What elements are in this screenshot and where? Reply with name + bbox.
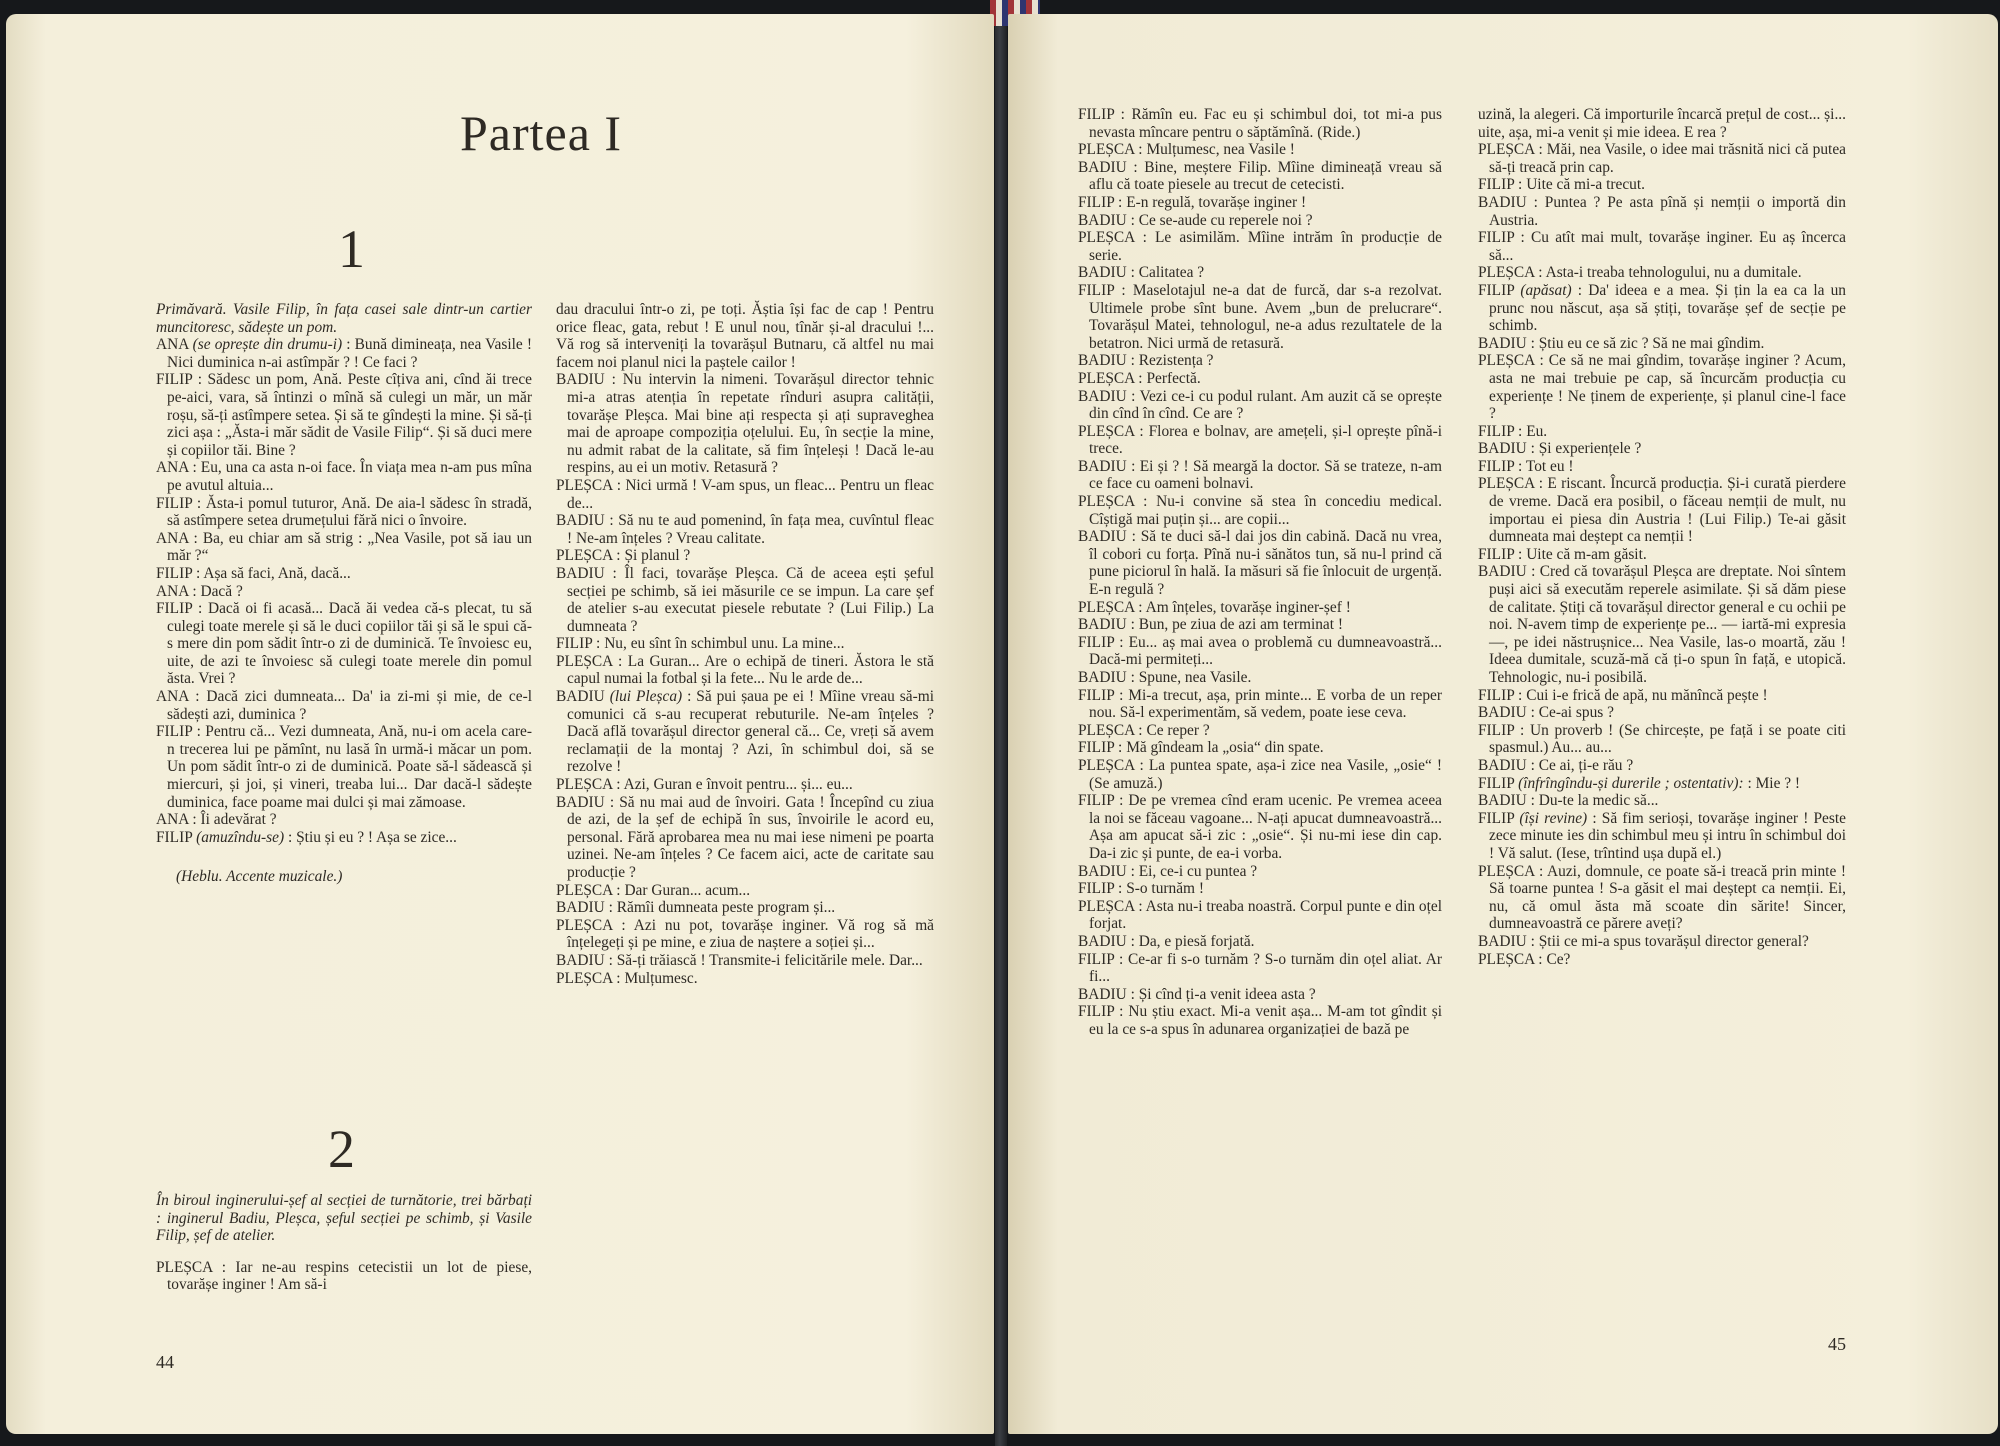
dialogue-text: Dacă ? <box>200 582 243 600</box>
dialogue-text: Ce-ar fi s-o turnăm ? S-o turnăm din oțel aliat. Ar fi... <box>1089 950 1442 986</box>
left-column-1 <box>156 301 532 886</box>
dialogue-line: FILIP (apăsat) : Da' ideea e a mea. Și țin la ea ca la un prunc nou născut, așa să știți, tovarășe șef de secție pe schimb. <box>1478 281 1846 335</box>
speaker-name: BADIU <box>1078 211 1127 229</box>
dialogue-text: Florea e bolnav, are amețeli, și-l oprește pînă-i trece. <box>1089 422 1442 458</box>
dialogue-text: Du-te la medic să... <box>1538 792 1659 810</box>
dialogue-line: FILIP : Cui i-e frică de apă, nu mănîncă pește ! <box>1478 686 1768 704</box>
dialogue-line: BADIU : Bun, pe ziua de azi am terminat ! <box>1078 616 1344 634</box>
dialogue-line: BADIU : Ce ai, ți-e rău ? <box>1478 756 1634 774</box>
dialogue-line: PLEȘCA : Florea e bolnav, are amețeli, și-l oprește pînă-i trece. <box>1078 422 1442 458</box>
dialogue-line: FILIP (își revine) : Să fim serioși, tovarășe inginer ! Peste zece minute ies din schimbul meu și intru în schimbul doi ! Vă salut. (Iese, trîntind ușa după el.) <box>1478 809 1846 862</box>
dialogue-text: Ce-ai spus ? <box>1538 704 1614 722</box>
speaker-name: PLEȘCA <box>1078 493 1135 511</box>
dialogue-text: Măi, nea Vasile, o idee mai trăsnită nici că putea să-ți treacă prin cap. <box>1489 141 1846 176</box>
speaker-name: PLEȘCA <box>1078 721 1135 739</box>
dialogue-text: Să-ți trăiască ! Transmite-i felicitările mele. Dar... <box>616 951 923 969</box>
part-title: Partea I <box>460 105 623 161</box>
speaker-name: FILIP <box>1478 774 1515 792</box>
speaker-name: BADIU <box>1478 334 1527 352</box>
book-spine <box>995 0 1007 1446</box>
speaker-name: FILIP <box>1478 422 1515 440</box>
dialogue-line: PLEȘCA : Iar ne-au respins cetecistii un lot de piese, tovarășe inginer ! Am să-i <box>156 1258 532 1294</box>
dialogue-line: FILIP : Eu. <box>1478 422 1548 440</box>
dialogue-text: Eu, una ca asta n-oi face. În viața mea n-am pus mîna pe avutul altuia... <box>167 459 532 494</box>
stage-direction: (Heblu. Accente muzicale.) <box>176 868 343 886</box>
speaker-name: PLEȘCA <box>1478 950 1535 968</box>
speaker-name: FILIP <box>1478 176 1515 194</box>
dialogue-text: Nici urmă ! V-am spus, un fleac... Pentru un fleac de... <box>567 476 934 512</box>
dialogue-line: BADIU (lui Pleșca) : Să pui șaua pe ei ! Mîine vreau să-mi comunici că s-au recuperat rebuturile. Ne-am înțeles ? Dacă află tovarășul director general că... Ce, vreți să avem reclamații de la montaj ? Azi, în schimbul doi, să se rezolve ! <box>556 688 934 776</box>
dialogue-text: Tot eu ! <box>1525 457 1574 475</box>
dialogue-text: Spune, nea Vasile. <box>1138 669 1252 686</box>
dialogue-text: Asta nu-i treaba noastră. Corpul punte e din oțel forjat. <box>1089 897 1442 933</box>
dialogue-line: BADIU : Ce-ai spus ? <box>1478 704 1614 722</box>
page-number-right: 45 <box>1828 1334 1846 1354</box>
speaker-name: BADIU <box>1078 616 1127 634</box>
speaker-direction: (apăsat) <box>1520 281 1572 299</box>
speaker-name: FILIP <box>1478 281 1515 299</box>
dialogue-text: Ei și ? ! Să meargă la doctor. Să se trateze, n-am ce face cu oameni bolnavi. <box>1089 457 1442 493</box>
speaker-name: PLEȘCA <box>556 476 613 494</box>
stage-direction: Primăvară. Vasile Filip, în fața casei sale dintr-un cartier muncitoresc, sădește un pom. <box>156 301 532 336</box>
dialogue-line: FILIP : Rămîn eu. Fac eu și schimbul doi, tot mi-a pus nevasta mîncare pentru o săptămînă. (Ride.) <box>1078 106 1442 141</box>
speaker-name: PLEȘCA <box>1078 897 1135 915</box>
page-number-left: 44 <box>156 1352 174 1372</box>
speaker-name: FILIP <box>156 828 193 846</box>
speaker-name: FILIP <box>1478 229 1515 247</box>
dialogue-text: Știi ce mi-a spus tovarășul director general? <box>1538 932 1809 950</box>
dialogue-text: Să fim serioși, tovarășe inginer ! Peste zece minute ies din schimbul meu și intru în schimbul doi ! Vă salut. (Iese, trîntind ușa după el.) <box>1489 809 1846 862</box>
dialogue-text: E-n regulă, tovarășe inginer ! <box>1126 193 1307 211</box>
dialogue-text: Uite că m-am găsit. <box>1526 545 1647 563</box>
speaker-name: PLEȘCA <box>1078 369 1135 387</box>
left-page <box>6 14 994 1434</box>
speaker-name: BADIU <box>1478 440 1527 458</box>
dialogue-text: Ce ai, ți-e rău ? <box>1538 756 1634 774</box>
speaker-name: BADIU <box>1078 862 1127 880</box>
dialogue-line: BADIU : Nu intervin la nimeni. Tovarășul director tehnic mi-a atras atenția în repetate rînduri asupra calității, tovarășe Pleșca. Mai bine ați respecta și ați supraveghea mai de aproape compoziția oțelului. Eu, în secție la mine, nu admit rabat de la calitate, să fim înțeleși ! Dacă le-au respins, au ei un motiv. Retasură ? <box>556 371 934 477</box>
dialogue-line: BADIU : Ei, ce-i cu puntea ? <box>1078 862 1258 880</box>
dialogue-text: Îi adevărat ? <box>200 811 277 829</box>
dialogue-line: BADIU : Să-ți trăiască ! Transmite-i felicitările mele. Dar... <box>556 951 923 969</box>
dialogue-text: Bun, pe ziua de azi am terminat ! <box>1138 616 1344 634</box>
dialogue-text: Pentru că... Vezi dumneata, Ană, nu-i om acela care-n trecerea lui pe pămînt, nu lasă în urmă-i măcar un pom. Un pom sădit într-o zi de duminică. Poate să-l sădească și miercuri, și joi, și vineri, treaba lui... Dar dacă-l sădește duminica, face poame mai dulci și mai zămoase. <box>167 723 532 811</box>
dialogue-text: Rămîi dumneata peste program și... <box>616 899 836 917</box>
speaker-name: PLEȘCA <box>1078 756 1135 774</box>
speaker-name: BADIU <box>1078 264 1127 282</box>
dialogue-text: Mie ? ! <box>1755 774 1801 792</box>
dialogue-text: Așa să faci, Ană, dacă... <box>203 564 351 582</box>
dialogue-line: PLEȘCA : La Guran... Are o echipă de tineri. Ăstora le stă capul numai la fotbal și la fete... Nu le arde de... <box>556 652 934 688</box>
dialogue-text: Azi, Guran e învoit pentru... și... eu... <box>623 776 853 794</box>
dialogue-text: Cu atît mai mult, tovarășe inginer. Eu aș încerca să... <box>1489 229 1846 264</box>
dialogue-line: BADIU : Puntea ? Pe asta pînă și nemții o importă din Austria. <box>1478 193 1846 229</box>
speaker-name: FILIP <box>1478 545 1515 563</box>
dialogue-line: BADIU : Rămîi dumneata peste program și... <box>556 899 836 917</box>
dialogue-continuation: dau dracului într-o zi, pe toți. Ăștia își fac de cap ! Pentru orice fleac, gata, rebut ! E unul nou, tînăr și-al dracului !... Vă rog să interveniți la tovarășul Butnaru, că altfel nu mai facem noi planul nici la paștele cailor ! <box>556 301 934 371</box>
speaker-name: PLEȘCA <box>556 916 613 934</box>
speaker-name: FILIP <box>156 600 193 618</box>
dialogue-line: PLEȘCA : Asta-i treaba tehnologului, nu a dumitale. <box>1478 264 1802 282</box>
dialogue-text: La puntea spate, așa-i zice nea Vasile, „osie“ ! (Se amuză.) <box>1089 756 1442 792</box>
dialogue-line: PLEȘCA : Ce? <box>1478 950 1571 968</box>
dialogue-line: PLEȘCA : Auzi, domnule, ce poate să-i treacă prin minte ! Să toarne puntea ! S-a găsit el mai deștept ca nemții. Ei, nu, că omul ăsta mă scoate din sărite! Sincer, dumneavoastră ce părere aveți? <box>1478 862 1846 933</box>
speaker-name: FILIP <box>1078 633 1115 651</box>
dialogue-text: Cui i-e frică de apă, nu mănîncă pește ! <box>1526 686 1768 704</box>
dialogue-text: Perfectă. <box>1146 369 1201 387</box>
speaker-name: BADIU <box>1078 932 1127 950</box>
dialogue-line: PLEȘCA : La puntea spate, așa-i zice nea Vasile, „osie“ ! (Se amuză.) <box>1078 756 1442 792</box>
dialogue-line: BADIU : Ce se-aude cu reperele noi ? <box>1078 211 1313 229</box>
speaker-name: FILIP <box>156 723 193 741</box>
scene-2-number: 2 <box>328 1119 355 1179</box>
speaker-name: PLEȘCA <box>1078 598 1135 616</box>
dialogue-text: Ce se-aude cu reperele noi ? <box>1138 211 1313 229</box>
dialogue-text: Da' ideea e a mea. Și țin la ea ca la un prunc nou născut, așa să știți, tovarășe șef de secție pe schimb. <box>1489 281 1846 335</box>
dialogue-line: FILIP : Tot eu ! <box>1478 457 1574 475</box>
dialogue-line: PLEȘCA : Am înțeles, tovarășe inginer-șef ! <box>1078 598 1351 616</box>
speaker-name: PLEȘCA <box>556 652 613 670</box>
dialogue-text: E riscant. Încurcă producția. Și-i curată pierdere de vreme. Dacă era posibil, o făceau nemții de mult, nu importau ei piesa din Austria ! (Lui Filip.) Te-ai găsit dumneata mai deștept ca nemții ! <box>1489 475 1846 546</box>
dialogue-text: Am înțeles, tovarășe inginer-șef ! <box>1145 598 1351 616</box>
dialogue-line: ANA : Ba, eu chiar am să strig : „Nea Vasile, pot să iau un măr ?“ <box>156 529 532 565</box>
dialogue-line: FILIP : De pe vremea cînd eram ucenic. Pe vremea aceea la noi se făceau vagoane... N-ați apucat dumneavoastră... Așa am apucat să-i zic : „osie“. Și nu-mi iese din cap. Da-i zic și punte, de ea-i vorba. <box>1078 792 1442 862</box>
speaker-name: PLEȘCA <box>1478 352 1535 370</box>
dialogue-line: BADIU : Îl faci, tovarășe Pleșca. Că de aceea ești șeful secției pe schimb, să iei măsurile ce se impun. La care șef de atelier s-au executat piesele rebutate ? (Lui Filip.) La dumneata ? <box>556 564 934 635</box>
dialogue-line: BADIU : Cred că tovarășul Pleșca are dreptate. Noi sîntem puși aici să executăm reperele asimilate. Și să dăm piese de calitate. Știți că tovarășul director general e cu ochii pe noi. N-avem timp de experiențe pe... — iartă-mi expresia —, pe idei năstrușnice... Nea Vasile, las-o moartă, zău ! Ideea dumitale, scuză-mă că ți-o spun în față, e utopică. Tehnologic, nu-i posibilă. <box>1478 563 1846 686</box>
speaker-name: ANA <box>156 459 189 477</box>
dialogue-line: BADIU : Spune, nea Vasile. <box>1078 669 1252 686</box>
dialogue-line: FILIP : Nu știu exact. Mi-a venit așa... M-am tot gîndit și eu la ce s-a spus în adunarea organizației de bază pe <box>1078 1003 1442 1038</box>
dialogue-line: FILIP : Ce-ar fi s-o turnăm ? S-o turnăm din oțel aliat. Ar fi... <box>1078 950 1442 986</box>
speaker-name: BADIU <box>1078 985 1127 1003</box>
dialogue-text: Cred că tovarășul Pleșca are dreptate. Noi sîntem puși aici să executăm reperele asimilate. Și să dăm piese de calitate. Știți că tovarășul director general e cu ochii pe noi. N-avem timp de experiențe pe... — iartă-mi expresia —, pe idei năstrușnice... Nea Vasile, las-o moartă, zău ! Ideea dumitale, scuză-mă că ți-o spun în față, e utopică. Tehnologic, nu-i posibilă. <box>1489 563 1846 686</box>
dialogue-line: BADIU : Ei și ? ! Să meargă la doctor. Să se trateze, n-am ce face cu oameni bolnavi. <box>1078 457 1442 493</box>
speaker-name: ANA <box>156 582 189 600</box>
dialogue-line: FILIP : Mă gîndeam la „osia“ din spate. <box>1078 739 1324 757</box>
dialogue-text: La Guran... Are o echipă de tineri. Ăstora le stă capul numai la fotbal și la fete... Nu le arde de... <box>567 652 934 688</box>
speaker-name: PLEȘCA <box>1478 475 1535 493</box>
right-column-1 <box>1078 106 1442 1038</box>
dialogue-line: BADIU : Bine, meștere Filip. Mîine dimineață vreau să aflu că toate piesele au trecut de cetecisti. <box>1078 158 1442 194</box>
dialogue-line: BADIU : Știu eu ce să zic ? Să ne mai gîndim. <box>1478 334 1765 352</box>
speaker-name: BADIU <box>556 793 605 811</box>
speaker-name: BADIU <box>1078 528 1127 546</box>
dialogue-line: FILIP : Uite că m-am găsit. <box>1478 545 1647 563</box>
speaker-name: BADIU <box>556 688 605 706</box>
dialogue-line: ANA : Dacă zici dumneata... Da' ia zi-mi și mie, de ce-l sădești azi, duminica ? <box>156 688 532 723</box>
speaker-name: BADIU <box>556 951 605 969</box>
speaker-name: PLEȘCA <box>556 969 613 987</box>
dialogue-line: PLEȘCA : Azi nu pot, tovarășe inginer. Vă rog să mă înțelegeți și pe mine, e ziua de naștere a soției și... <box>556 916 934 952</box>
dialogue-line: ANA (se oprește din drumu-i) : Bună dimineața, nea Vasile ! Nici duminica n-ai astîmpăr ? ! Ce faci ? <box>156 336 532 371</box>
speaker-name: BADIU <box>556 564 605 582</box>
dialogue-line: FILIP : Eu... aș mai avea o problemă cu dumneavoastră... Dacă-mi permiteți... <box>1078 633 1442 669</box>
scene-1-number: 1 <box>338 219 365 279</box>
dialogue-text: Uite că mi-a trecut. <box>1526 176 1645 194</box>
dialogue-line: BADIU : Să te duci să-l dai jos din cabină. Dacă nu vrea, îl cobori cu forța. Pînă nu-i sănătos tun, să nu-l prind că pune piciorul în hală. Ia măsuri să fie înlocuit de urgență. E-n regulă ? <box>1078 528 1442 599</box>
speaker-name: PLEȘCA <box>556 547 613 565</box>
dialogue-text: Știu și eu ? ! Așa se zice... <box>296 828 457 846</box>
dialogue-line: FILIP : Dacă oi fi acasă... Dacă ăi vedea că-s plecat, tu să culegi toate merele și să le duci copiilor tăi și să le spui că-s mere din pom sădit într-o zi de duminică. Te învoiesc eu, uite, de azi te învoiesc să culegi toate merele din pomul ăsta. Vrei ? <box>156 600 532 688</box>
right-column-2 <box>1478 106 1846 968</box>
scene-2-stage-direction: În biroul inginerului-șef al secției de turnătorie, trei bărbați : inginerul Badiu, Pleșca, șeful secției pe schimb, și Vasile Filip, șef de atelier. <box>156 1192 532 1245</box>
dialogue-line: FILIP : Pentru că... Vezi dumneata, Ană, nu-i om acela care-n trecerea lui pe pămînt, nu lasă în urmă-i măcar un pom. Un pom sădit într-o zi de duminică. Poate să-l sădească și miercuri, și joi, și vineri, treaba lui... Dar dacă-l sădește duminica, face poame mai dulci și mai zămoase. <box>156 723 532 811</box>
speaker-name: FILIP <box>1078 950 1115 968</box>
dialogue-text: Să pui șaua pe ei ! Mîine vreau să-mi comunici că s-au recuperat rebuturile. Ne-am înțeles ? Dacă află tovarășul director general că... Ce, vreți să avem reclamații de la montaj ? Azi, în schimbul doi, să se rezolve ! <box>567 688 934 776</box>
speaker-name: PLEȘCA <box>1078 141 1135 159</box>
dialogue-text: Calitatea ? <box>1138 264 1205 282</box>
dialogue-text: Da, e piesă forjată. <box>1138 932 1255 950</box>
dialogue-line: FILIP : Uite că mi-a trecut. <box>1478 176 1645 194</box>
scene-2-block <box>156 1192 532 1294</box>
dialogue-line: BADIU : Și experiențele ? <box>1478 440 1642 458</box>
dialogue-line: PLEȘCA : Le asimilăm. Mîine intrăm în producție de serie. <box>1078 229 1442 264</box>
dialogue-line: ANA : Dacă ? <box>156 582 243 600</box>
dialogue-text: S-o turnăm ! <box>1126 880 1204 898</box>
dialogue-text: Puntea ? Pe asta pînă și nemții o importă din Austria. <box>1489 193 1846 229</box>
speaker-direction: (înfrîngîndu-și durerile ; ostentativ): <box>1518 774 1744 792</box>
dialogue-text: Să nu te aud pomenind, în fața mea, cuvîntul fleac ! Ne-am înțeles ? Vreau calitate. <box>567 512 934 547</box>
dialogue-line: PLEȘCA : Nu-i convine să stea în concediu medical. Cîștigă mai puțin și... are copii... <box>1078 493 1442 528</box>
dialogue-text: Dar Guran... acum... <box>624 881 751 899</box>
dialogue-text: Mulțumesc. <box>624 969 698 987</box>
dialogue-line: BADIU : Da, e piesă forjată. <box>1078 932 1255 950</box>
dialogue-line: PLEȘCA : Asta nu-i treaba noastră. Corpul punte e din oțel forjat. <box>1078 897 1442 933</box>
dialogue-text: Bine, meștere Filip. Mîine dimineață vreau să aflu că toate piesele au trecut de cetecisti. <box>1089 158 1442 194</box>
dialogue-text: Ce? <box>1546 950 1571 968</box>
speaker-name: BADIU <box>1478 563 1527 581</box>
dialogue-text: Să te duci să-l dai jos din cabină. Dacă nu vrea, îl cobori cu forța. Pînă nu-i sănătos tun, să nu-l prind că pune piciorul în hală. Ia măsuri să fie înlocuit de urgență. E-n regulă ? <box>1089 528 1442 599</box>
speaker-name: FILIP <box>1078 686 1115 704</box>
speaker-name: BADIU <box>556 899 605 917</box>
speaker-name: FILIP <box>556 635 593 653</box>
dialogue-text: Să nu mai aud de învoiri. Gata ! Începînd cu ziua de azi, de la șef de echipă în sus, învoirile le acord eu, personal. Fără aprobarea mea nu mai iese nimeni pe poarta uzinei. Ne-am înțeles ? Ce facem aici, acte de caritate sau producție ? <box>567 793 934 881</box>
speaker-direction: (se oprește din drumu-i) <box>192 336 343 354</box>
dialogue-line: PLEȘCA : Azi, Guran e învoit pentru... și... eu... <box>556 776 853 794</box>
dialogue-text: Auzi, domnule, ce poate să-i treacă prin minte ! Să toarne puntea ! S-a găsit el mai deștept ca nemții. Ei, nu, că omul ăsta mă scoate din sărite! Sincer, dumneavoastră ce părere aveți? <box>1489 862 1846 933</box>
speaker-name: BADIU <box>1078 352 1127 370</box>
speaker-name: PLEȘCA <box>1078 229 1135 247</box>
dialogue-text: Și cînd ți-a venit ideea asta ? <box>1138 985 1316 1003</box>
dialogue-line: PLEȘCA : Și planul ? <box>556 547 691 565</box>
dialogue-line: FILIP (înfrîngîndu-și durerile ; ostentativ): : Mie ? ! <box>1478 774 1801 792</box>
speaker-name: FILIP <box>1078 281 1115 299</box>
dialogue-text: Vezi ce-i cu podul rulant. Am auzit că se oprește din cînd în cînd. Ce are ? <box>1089 387 1442 423</box>
speaker-name: BADIU <box>556 512 605 530</box>
dialogue-line: PLEȘCA : Mulțumesc, nea Vasile ! <box>1078 141 1295 159</box>
speaker-name: FILIP <box>1078 106 1115 123</box>
speaker-name: FILIP <box>1478 686 1515 704</box>
dialogue-text: Nu știu exact. Mi-a venit așa... M-am tot gîndit și eu la ce s-a spus în adunarea organizației de bază pe <box>1089 1003 1442 1038</box>
dialogue-line: PLEȘCA : Nici urmă ! V-am spus, un fleac... Pentru un fleac de... <box>556 476 934 512</box>
speaker-name: FILIP <box>1078 880 1115 898</box>
speaker-name: FILIP <box>1078 193 1115 211</box>
dialogue-line: BADIU : Și cînd ți-a venit ideea asta ? <box>1078 985 1316 1003</box>
dialogue-text: Dacă zici dumneata... Da' ia zi-mi și mie, de ce-l sădești azi, duminica ? <box>167 688 532 723</box>
dialogue-line: ANA : Eu, una ca asta n-oi face. În viața mea n-am pus mîna pe avutul altuia... <box>156 459 532 494</box>
dialogue-line: FILIP (amuzîndu-se) : Știu și eu ? ! Așa se zice... <box>156 828 457 846</box>
dialogue-line: BADIU : Du-te la medic să... <box>1478 792 1659 810</box>
dialogue-text: Ce reper ? <box>1146 721 1210 739</box>
dialogue-line: PLEȘCA : Ce să ne mai gîndim, tovarășe inginer ? Acum, asta ne mai trebuie pe cap, să încurcăm producția cu experiențe ! Ne ținem de experiențe, și planul cine-l face ? <box>1478 352 1846 423</box>
speaker-name: FILIP <box>156 494 193 512</box>
speaker-name: FILIP <box>1078 792 1115 810</box>
speaker-name: BADIU <box>1478 792 1527 810</box>
dialogue-line: BADIU : Vezi ce-i cu podul rulant. Am auzit că se oprește din cînd în cînd. Ce are ? <box>1078 387 1442 423</box>
speaker-name: BADIU <box>1078 457 1127 475</box>
speaker-name: BADIU <box>1078 669 1127 686</box>
dialogue-line: FILIP : E-n regulă, tovarășe inginer ! <box>1078 193 1307 211</box>
dialogue-line: PLEȘCA : E riscant. Încurcă producția. Și-i curată pierdere de vreme. Dacă era posibil, o făceau nemții de mult, nu importau ei piesa din Austria ! (Lui Filip.) Te-ai găsit dumneata mai deștept ca nemții ! <box>1478 475 1846 546</box>
dialogue-text: Ce să ne mai gîndim, tovarășe inginer ? Acum, asta ne mai trebuie pe cap, să încurcăm producția cu experiențe ! Ne ținem de experiențe, și planul cine-l face ? <box>1489 352 1846 423</box>
speaker-name: BADIU <box>1078 387 1127 405</box>
speaker-direction: (lui Pleșca) <box>609 688 683 706</box>
speaker-name: ANA <box>156 811 189 829</box>
dialogue-text: Rămîn eu. Fac eu și schimbul doi, tot mi-a pus nevasta mîncare pentru o săptămînă. (Ride.) <box>1089 106 1442 141</box>
left-column-2 <box>556 301 934 987</box>
dialogue-line: PLEȘCA : Ce reper ? <box>1078 721 1210 739</box>
dialogue-line: BADIU : Rezistența ? <box>1078 352 1214 370</box>
speaker-name: PLEȘCA <box>556 881 613 899</box>
dialogue-text: Un proverb ! (Se chircește, pe față i se poate citi spasmul.) Au... au... <box>1489 721 1846 757</box>
dialogue-text: Ei, ce-i cu puntea ? <box>1138 862 1258 880</box>
dialogue-line: FILIP : S-o turnăm ! <box>1078 880 1204 898</box>
dialogue-text: Nu, eu sînt în schimbul unu. La mine... <box>604 635 845 653</box>
dialogue-line: BADIU : Știi ce mi-a spus tovarășul director general? <box>1478 932 1809 950</box>
dialogue-text: Iar ne-au respins cetecistii un lot de piese, tovarășe inginer ! Am să-i <box>167 1258 532 1294</box>
dialogue-line: FILIP : Un proverb ! (Se chircește, pe față i se poate citi spasmul.) Au... au... <box>1478 721 1846 757</box>
speaker-direction: (își revine) <box>1519 809 1588 827</box>
dialogue-line: FILIP : Maselotajul ne-a dat de furcă, dar s-a rezolvat. Ultimele probe sînt bune. Avem „bun de prelucrare“. Tovarășul Matei, tehnologul, ne-a adus rezultatele de la betatron. Nici urmă de retasură. <box>1078 281 1442 352</box>
dialogue-line: PLEȘCA : Măi, nea Vasile, o idee mai trăsnită nici că putea să-ți treacă prin cap. <box>1478 141 1846 176</box>
dialogue-continuation: uzină, la alegeri. Că importurile încarcă prețul de cost... și... uite, așa, mi-a venit și mie ideea. E rea ? <box>1478 106 1846 141</box>
dialogue-line: FILIP : Sădesc un pom, Ană. Peste cîțiva ani, cînd ăi trece pe-aici, vara, să întinzi o mînă să culegi un măr, un măr roșu, să-ți astîmpere setea. Și să te gîndești la mine. Și să-ți zici așa : „Ăsta-i măr sădit de Vasile Filip“. Și să duci mere și copiilor tăi. Bine ? <box>156 371 532 459</box>
dialogue-text: Dacă oi fi acasă... Dacă ăi vedea că-s plecat, tu să culegi toate merele și să le duci copiilor tăi și să le spui că-s mere din pom sădit într-o zi de duminică. Te învoiesc eu, uite, de azi te învoiesc să culegi toate merele din pomul ăsta. Vrei ? <box>167 600 532 688</box>
dialogue-text: Ba, eu chiar am să strig : „Nea Vasile, pot să iau un măr ?“ <box>167 529 532 565</box>
dialogue-text: Azi nu pot, tovarășe inginer. Vă rog să mă înțelegeți și pe mine, e ziua de naștere a soției și... <box>567 916 934 952</box>
dialogue-text: Rezistența ? <box>1138 352 1214 370</box>
dialogue-text: Și planul ? <box>624 547 691 565</box>
speaker-name: BADIU <box>1478 193 1527 211</box>
dialogue-line: BADIU : Să nu te aud pomenind, în fața mea, cuvîntul fleac ! Ne-am înțeles ? Vreau calitate. <box>556 512 934 547</box>
speaker-name: BADIU <box>1078 158 1127 176</box>
dialogue-text: Maselotajul ne-a dat de furcă, dar s-a rezolvat. Ultimele probe sînt bune. Avem „bun de prelucrare“. Tovarășul Matei, tehnologul, ne-a adus rezultatele de la betatron. Nici urmă de retasură. <box>1089 281 1442 352</box>
speaker-name: FILIP <box>1078 739 1115 757</box>
dialogue-line: PLEȘCA : Mulțumesc. <box>556 969 698 987</box>
dialogue-text: Eu... aș mai avea o problemă cu dumneavoastră... Dacă-mi permiteți... <box>1089 633 1442 669</box>
right-page <box>1008 14 1998 1434</box>
dialogue-line: FILIP : Cu atît mai mult, tovarășe inginer. Eu aș încerca să... <box>1478 229 1846 264</box>
speaker-name: PLEȘCA <box>1478 862 1535 880</box>
dialogue-text: Îl faci, tovarășe Pleșca. Că de aceea ești șeful secției pe schimb, să iei măsurile ce se impun. La care șef de atelier s-au executat piesele rebutate ? (Lui Filip.) La dumneata ? <box>567 564 934 635</box>
speaker-name: FILIP <box>156 564 193 582</box>
dialogue-text: Știu eu ce să zic ? Să ne mai gîndim. <box>1538 334 1765 352</box>
speaker-name: PLEȘCA <box>156 1258 213 1276</box>
speaker-name: BADIU <box>1478 932 1527 950</box>
speaker-name: ANA <box>156 688 189 706</box>
speaker-name: BADIU <box>556 371 605 389</box>
dialogue-line: BADIU : Să nu mai aud de învoiri. Gata ! Începînd cu ziua de azi, de la șef de echipă în sus, învoirile le acord eu, personal. Fără aprobarea mea nu mai iese nimeni pe poarta uzinei. Ne-am înțeles ? Ce facem aici, acte de caritate sau producție ? <box>556 793 934 881</box>
dialogue-text: Mă gîndeam la „osia“ din spate. <box>1126 739 1324 757</box>
speaker-name: FILIP <box>156 371 193 389</box>
dialogue-text: Și experiențele ? <box>1538 440 1642 458</box>
dialogue-text: Ăsta-i pomul tuturor, Ană. De aia-l sădesc în stradă, să astîmpere setea drumețului fără nici o învoire. <box>167 494 532 530</box>
speaker-name: PLEȘCA <box>1478 141 1535 159</box>
speaker-name: PLEȘCA <box>556 776 613 794</box>
dialogue-line: FILIP : Nu, eu sînt în schimbul unu. La mine... <box>556 635 845 653</box>
speaker-name: PLEȘCA <box>1078 422 1135 440</box>
dialogue-line: FILIP : Așa să faci, Ană, dacă... <box>156 564 351 582</box>
dialogue-text: Nu intervin la nimeni. Tovarășul director tehnic mi-a atras atenția în repetate rînduri asupra calității, tovarășe Pleșca. Mai bine ați respecta și ați supraveghea mai de aproape compoziția oțelului. Eu, în secție la mine, nu admit rabat de la calitate, să fim înțeleși ! Dacă le-au respins, au ei un motiv. Retasură ? <box>567 371 934 477</box>
dialogue-line: FILIP : Mi-a trecut, așa, prin minte... E vorba de un reper nou. Să-l experimentăm, să vedem, poate iese ceva. <box>1078 686 1442 722</box>
speaker-name: FILIP <box>1478 457 1515 475</box>
dialogue-line: FILIP : Ăsta-i pomul tuturor, Ană. De aia-l sădesc în stradă, să astîmpere setea drumețului fără nici o învoire. <box>156 494 532 530</box>
speaker-name: FILIP <box>1478 721 1515 739</box>
dialogue-text: De pe vremea cînd eram ucenic. Pe vremea aceea la noi se făceau vagoane... N-ați apucat dumneavoastră... Așa am apucat să-i zic : „osie“. Și nu-mi iese din cap. Da-i zic și punte, de ea-i vorba. <box>1089 792 1442 862</box>
speaker-name: PLEȘCA <box>1478 264 1535 282</box>
speaker-direction: (amuzîndu-se) <box>196 828 285 846</box>
dialogue-text: Sădesc un pom, Ană. Peste cîțiva ani, cînd ăi trece pe-aici, vara, să întinzi o mînă să culegi un măr, un măr roșu, să-ți astîmpere setea. Și să te gîndești la mine. Și să-ți zici așa : „Ăsta-i măr sădit de Vasile Filip“. Și să duci mere și copiilor tăi. Bine ? <box>167 371 532 459</box>
dialogue-line: ANA : Îi adevărat ? <box>156 811 277 829</box>
dialogue-text: Asta-i treaba tehnologului, nu a dumitale. <box>1545 264 1802 282</box>
dialogue-text: Le asimilăm. Mîine intrăm în producție de serie. <box>1089 229 1442 264</box>
speaker-name: ANA <box>156 529 189 547</box>
dialogue-line: PLEȘCA : Perfectă. <box>1078 369 1201 387</box>
speaker-name: FILIP <box>1078 1003 1115 1021</box>
speaker-name: BADIU <box>1478 704 1527 722</box>
speaker-name: BADIU <box>1478 756 1527 774</box>
dialogue-line: BADIU : Calitatea ? <box>1078 264 1205 282</box>
dialogue-text: Nu-i convine să stea în concediu medical. Cîștigă mai puțin și... are copii... <box>1089 493 1442 528</box>
dialogue-text: Bună dimineața, nea Vasile ! Nici duminica n-ai astîmpăr ? ! Ce faci ? <box>167 336 532 371</box>
dialogue-line: PLEȘCA : Dar Guran... acum... <box>556 881 751 899</box>
dialogue-text: Eu. <box>1526 422 1548 440</box>
dialogue-text: Mulțumesc, nea Vasile ! <box>1146 141 1295 159</box>
dialogue-text: Mi-a trecut, așa, prin minte... E vorba de un reper nou. Să-l experimentăm, să vedem, poate iese ceva. <box>1089 686 1442 722</box>
speaker-name: FILIP <box>1478 809 1515 827</box>
speaker-name: ANA <box>156 336 189 354</box>
